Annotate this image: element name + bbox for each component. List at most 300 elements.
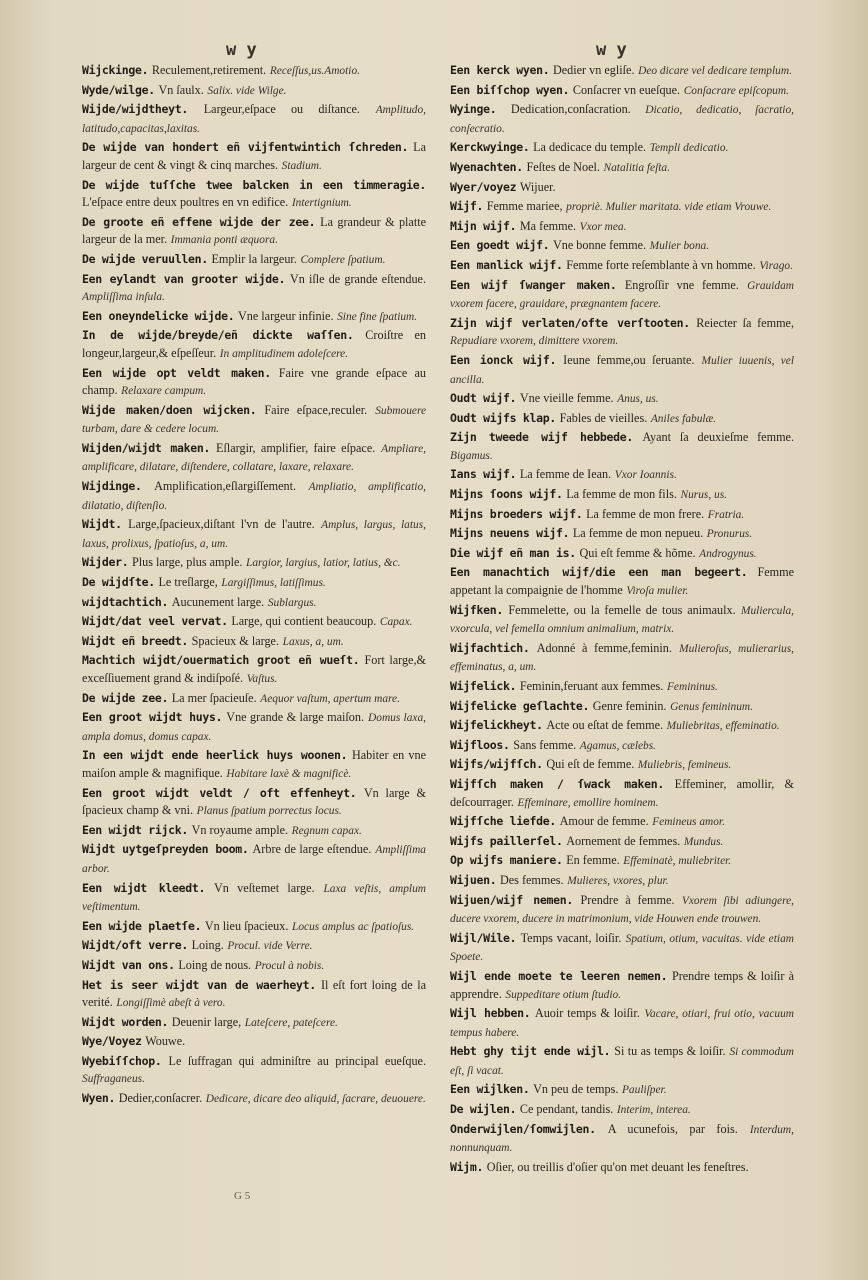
entry-latin: Conſacrare epiſcopum.: [683, 84, 789, 97]
dictionary-entry: [82, 251, 426, 270]
dictionary-entry: [450, 62, 794, 81]
entry-french: Prendre à femme.: [580, 892, 675, 907]
entry-french: Large, qui contient beaucoup.: [231, 614, 377, 629]
dictionary-entry: [450, 1101, 794, 1120]
entry-french: Arbre de large eſtendue.: [252, 842, 372, 857]
entry-latin: Sine fine ſpatium.: [337, 310, 418, 323]
entry-french: Loing.: [191, 938, 224, 953]
entry-headword: Wijdt uytgeſpreyden boom.: [82, 842, 249, 857]
entry-latin: Fratria.: [707, 508, 745, 521]
dictionary-entry: [82, 271, 426, 307]
entry-latin: Mulieres, vxores, plur.: [567, 874, 669, 887]
entry-headword: Machtich wijdt/ouermatich groot eñ wueſt.: [82, 653, 360, 668]
entry-headword: Wijfloos.: [450, 737, 510, 752]
dictionary-entry: [82, 1014, 426, 1033]
dictionary-entry: [82, 613, 426, 632]
entry-headword: Wyde/wilge.: [82, 82, 155, 97]
entry-headword: Onderwijlen/ſomwijlen.: [450, 1121, 596, 1136]
dictionary-entry: [82, 1053, 426, 1089]
entry-headword: Wijfelicke geſlachte.: [450, 698, 590, 713]
entry-headword: Wijdt eñ breedt.: [82, 633, 188, 648]
dictionary-entry: [450, 159, 794, 178]
entry-french: Plus large, plus ample.: [131, 555, 243, 570]
entry-latin: Templi dedicatio.: [649, 142, 729, 155]
dictionary-entry: [450, 525, 794, 544]
entry-headword: Kerckwyinge.: [450, 140, 530, 155]
dictionary-entry: [450, 678, 794, 697]
entry-french: Femme forte reſemblante à vn homme.: [566, 257, 756, 272]
entry-headword: Wijfſch maken / ſwack maken.: [450, 776, 664, 791]
entry-french: Dedier vn egliſe.: [552, 63, 635, 77]
entry-headword: Wijl hebben.: [450, 1006, 531, 1021]
entry-latin: Mulier iuuenis, vel ancilla.: [450, 354, 794, 386]
dictionary-entry: [450, 237, 794, 256]
entry-headword: Een groot wijdt huys.: [82, 710, 223, 725]
dictionary-entry: [82, 139, 426, 175]
entry-french: Vn iſle de grande eſtendue.: [289, 271, 426, 286]
entry-latin: Amplitudo, latitudo,capacitas,laxitas.: [82, 104, 426, 135]
entry-latin: Muliercula, vxorcula, vel femella omnium animalium, matrix.: [450, 604, 794, 636]
entry-headword: Oudt wijfs klap.: [450, 410, 556, 425]
entry-latin: Complere ſpatium.: [300, 253, 386, 266]
entry-french: Genre feminin.: [592, 698, 667, 713]
entry-latin: Vaſtus.: [246, 673, 278, 685]
dictionary-entry: [82, 633, 426, 652]
entry-headword: Zijn tweede wijf hebbede.: [450, 430, 633, 445]
entry-french: La dedicace du temple.: [533, 140, 647, 155]
dictionary-entry: [450, 198, 794, 217]
dictionary-entry: [450, 892, 794, 929]
entry-french: Temps vacant, loiſir.: [520, 930, 622, 945]
entry-french: Auoir temps & loiſir.: [534, 1006, 640, 1021]
dictionary-entry: [450, 506, 794, 525]
entry-latin: Vxor Ioannis.: [614, 469, 677, 482]
left-column: [82, 62, 426, 1202]
entry-french: Femme appetant la compaignie de l'homme: [450, 565, 794, 598]
entry-french: La largeur de cent & vingt & cinq marches.: [82, 140, 426, 172]
dictionary-entry: [82, 327, 426, 363]
dictionary-entry: [450, 257, 794, 276]
entry-latin: Regnum capax.: [291, 824, 362, 837]
entry-headword: Wijdt van ons.: [82, 957, 175, 972]
entry-french: Largeur,eſpace ou diſtance.: [203, 102, 360, 117]
entry-french: Oſier, ou treillis d'oſier qu'on met deuant les feneſtres.: [486, 1159, 749, 1174]
entry-headword: Wijdt.: [82, 517, 122, 532]
dictionary-entry: [82, 402, 426, 439]
entry-headword: Wijm.: [450, 1159, 484, 1174]
entry-latin: Sublargus.: [267, 596, 317, 609]
entry-french: La grandeur & platte largeur de la mer.: [82, 214, 426, 247]
dictionary-entry: [82, 918, 426, 937]
entry-headword: Wyenachten.: [450, 159, 523, 174]
entry-french: La femme de Iean.: [519, 467, 612, 482]
entry-french: Vne vieille femme.: [519, 391, 614, 406]
entry-french: Vn ſaulx.: [158, 82, 204, 97]
dictionary-entry: [82, 1033, 426, 1052]
entry-headword: Wijfs paillerſel.: [450, 833, 563, 848]
dictionary-entry: [450, 852, 794, 871]
entry-headword: Wijfſche liefde.: [450, 814, 556, 829]
entry-headword: Een wijde opt veldt maken.: [82, 365, 271, 380]
entry-latin: Procul. vide Verre.: [227, 940, 313, 953]
header-right: w y: [596, 40, 627, 60]
entry-french: Femme mariee,: [486, 199, 563, 214]
entry-headword: Hebt ghy tijt ende wijl.: [450, 1044, 611, 1059]
entry-headword: Een wijdt kleedt.: [82, 880, 206, 895]
dictionary-entry: [450, 82, 794, 101]
entry-latin: Amplus, largus, latus, laxus, prolixus, ſpatioſus, a, um.: [82, 519, 426, 550]
dictionary-entry: [450, 813, 794, 832]
entry-french: Deuenir large,: [171, 1014, 242, 1029]
entry-latin: Intertignium.: [291, 197, 352, 210]
entry-headword: De wijlen.: [450, 1102, 517, 1117]
entry-latin: Deo dicare vel dedicare templum.: [638, 65, 792, 77]
entry-latin: Agamus, cælebs.: [579, 739, 657, 752]
entry-headword: Een groot wijdt veldt / oft effenheyt.: [82, 785, 357, 800]
entry-french: Feminin,feruant aux femmes.: [519, 679, 664, 693]
entry-latin: Femineus amor.: [652, 816, 725, 829]
dictionary-entry: [450, 968, 794, 1004]
entry-french: Habiter en vne maiſon ample & magnifique.: [82, 748, 426, 780]
entry-headword: Wijuen.: [450, 872, 497, 887]
entry-french: Faire eſpace,reculer.: [264, 402, 368, 417]
entry-french: Vn large & ſpacieux champ & vni.: [82, 785, 426, 818]
entry-french: Des femmes.: [499, 872, 564, 887]
entry-latin: Femininus.: [666, 681, 718, 693]
entry-headword: Wyer/voyez: [450, 179, 517, 194]
dictionary-entry: [82, 214, 426, 250]
entry-latin: Pronurus.: [706, 528, 753, 541]
dictionary-entry: [82, 308, 426, 327]
entry-french: Sans femme.: [513, 737, 577, 752]
dictionary-entry: [450, 410, 794, 429]
dictionary-entry: [450, 390, 794, 409]
entry-headword: Het is seer wijdt van de waerheyt.: [82, 977, 316, 992]
entry-latin: propriè. Mulier maritata. vide etiam Vrouwe.: [566, 201, 772, 214]
entry-headword: Op wijfs maniere.: [450, 853, 563, 868]
entry-latin: Salix. vide Wilge.: [207, 84, 287, 97]
entry-headword: Mijn wijf.: [450, 218, 517, 233]
entry-french: Spacieux & large.: [191, 633, 280, 648]
dictionary-entry: [450, 717, 794, 736]
entry-headword: wijdtachtich.: [82, 594, 169, 609]
entry-french: Large,ſpacieux,diſtant l'vn de l'autre.: [128, 517, 315, 532]
entry-latin: Vxor mea.: [579, 220, 627, 233]
entry-french: Vn royaume ample.: [191, 822, 289, 837]
entry-french: La femme de mon frere.: [586, 506, 705, 521]
entry-headword: Een manachtich wijf/die een man begeert.: [450, 565, 748, 580]
entry-headword: Wyen.: [82, 1091, 116, 1106]
entry-french: Vne grande & large maiſon.: [226, 710, 365, 725]
dictionary-entry: [82, 478, 426, 515]
entry-french: Vn peu de temps.: [533, 1082, 619, 1097]
entry-headword: Wijden/wijdt maken.: [82, 440, 211, 455]
entry-french: Effeminer, amollir, & deſcourrager.: [450, 776, 794, 809]
dictionary-entry: [450, 1159, 794, 1178]
entry-french: Ma femme.: [519, 218, 577, 233]
entry-latin: Grauidam vxorem facere, grauidare, prægnantem facere.: [450, 279, 794, 311]
entry-latin: Largiſſimus, latiſſimus.: [221, 577, 326, 590]
entry-latin: Receſſus,us.Amotio.: [269, 65, 360, 77]
entry-headword: Zijn wijf verlaten/ofte verſtooten.: [450, 315, 690, 330]
dictionary-entry: [450, 564, 794, 600]
entry-headword: Een kerck wyen.: [450, 63, 550, 77]
entry-french: Conſacrer vn eueſque.: [572, 82, 681, 97]
dictionary-entry: [450, 737, 794, 756]
entry-latin: Stadium.: [281, 159, 322, 172]
entry-french: La mer ſpacieuſe.: [171, 690, 257, 705]
entry-french: Ieune femme,ou ſeruante.: [563, 352, 695, 367]
dictionary-entry: [450, 486, 794, 505]
dictionary-entry: [82, 594, 426, 613]
entry-latin: Laxa veſtis, amplum veſtimentum.: [82, 882, 426, 914]
entry-latin: Dedicare, dicare deo aliquid, ſacrare, deuouere.: [205, 1093, 426, 1106]
entry-french: Vn veſtemet large.: [213, 880, 315, 895]
dictionary-entry: [82, 690, 426, 709]
entry-headword: Ians wijf.: [450, 467, 517, 482]
entry-latin: Suffraganeus.: [82, 1073, 145, 1086]
entry-latin: Habitare laxè & magnificè.: [226, 767, 352, 780]
entry-latin: Aequor vaſtum, apertum mare.: [260, 692, 400, 705]
dictionary-entry: [450, 352, 794, 389]
entry-french: Reiecter ſa femme,: [696, 315, 794, 330]
entry-french: Prendre temps & loiſir à apprendre.: [450, 968, 794, 1001]
entry-french: Fort large,& exceſſiuement grand & indiſpoſé.: [82, 653, 426, 685]
entry-latin: Interdum, nonnunquam.: [450, 1123, 794, 1155]
entry-french: En femme.: [566, 853, 620, 868]
entry-headword: Wyebiſſchop.: [82, 1053, 162, 1068]
entry-latin: Longiſſimè abeſt à vero.: [116, 997, 226, 1010]
entry-headword: Wijde maken/doen wijcken.: [82, 402, 257, 417]
right-column: [450, 62, 794, 1202]
dictionary-entry: [82, 822, 426, 841]
dictionary-entry: [82, 747, 426, 783]
entry-headword: Een oneyndelicke wijde.: [82, 308, 235, 323]
dictionary-entry: [82, 880, 426, 917]
dictionary-entry: [450, 466, 794, 485]
entry-latin: Vxorem ſibi adiungere, ducere vxorem, ducere in matrimonium, vide Houwen ende trouwen.: [450, 894, 794, 926]
dictionary-entry: [82, 841, 426, 878]
entry-headword: Wijfachtich.: [450, 640, 530, 655]
dictionary-entry: [450, 315, 794, 351]
entry-headword: De wijdſte.: [82, 575, 155, 590]
entry-latin: Submouere turbam, dare & cedere locum.: [82, 404, 426, 436]
entry-headword: De groote eñ effene wijde der zee.: [82, 214, 316, 229]
entry-latin: Spatium, otium, vacuitas. vide etiam Spoete.: [450, 932, 794, 964]
entry-latin: In amplitudinem adoleſcere.: [219, 347, 349, 360]
entry-latin: Genus femininum.: [670, 700, 753, 713]
dictionary-entry: [450, 179, 794, 198]
dictionary-entry: [82, 785, 426, 821]
entry-french: Aornement de femmes.: [566, 833, 681, 848]
entry-french: Il eſt fort loing de la verité.: [82, 977, 426, 1010]
dictionary-entry: [450, 277, 794, 314]
entry-french: Le ſuffragan qui adminiſtre au principal eueſque.: [168, 1053, 426, 1068]
entry-headword: In een wijdt ende heerlick huys woonen.: [82, 748, 348, 763]
entry-french: Dedier,conſacrer.: [118, 1091, 203, 1106]
entry-headword: Wijfken.: [450, 602, 503, 617]
entry-headword: Wijf.: [450, 199, 484, 214]
dictionary-entry: [82, 574, 426, 593]
entry-headword: Een wijdt rijck.: [82, 822, 188, 837]
entry-latin: Viroſa mulier.: [626, 585, 689, 598]
entry-latin: Pauliſper.: [621, 1084, 667, 1097]
dictionary-entry: [82, 957, 426, 976]
entry-latin: Vacare, otiari, frui otio, vacuum tempus habere.: [450, 1008, 794, 1039]
entry-latin: Lateſcere, pateſcere.: [244, 1016, 338, 1029]
entry-french: Adonné à femme,feminin.: [536, 640, 672, 655]
entry-headword: Wye/Voyez: [82, 1034, 142, 1049]
entry-latin: Virago.: [759, 259, 793, 272]
entry-headword: Wijdt/dat veel vervat.: [82, 614, 228, 629]
entry-headword: Wijdinge.: [82, 479, 142, 494]
entry-headword: Een biſſchop wyen.: [450, 82, 570, 97]
entry-latin: Muliebris, femineus.: [637, 759, 732, 772]
dictionary-entry: [450, 218, 794, 237]
dictionary-entry: [450, 545, 794, 564]
entry-headword: Een wijf ſwanger maken.: [450, 277, 617, 292]
dictionary-entry: [450, 1081, 794, 1100]
entry-french: Qui eſt femme & hõme.: [579, 545, 696, 560]
entry-headword: Wijfelickheyt.: [450, 718, 543, 733]
entry-latin: Effeminare, emollire hominem.: [517, 796, 659, 809]
entry-latin: Dicatio, dedicatio, ſacratio, conſecratio.: [450, 104, 794, 135]
entry-headword: Mijns ſoons wijf.: [450, 487, 563, 502]
entry-headword: Mijns broeders wijf.: [450, 506, 583, 521]
entry-latin: Suppeditare otium ſtudio.: [505, 988, 622, 1001]
dictionary-entry: [450, 429, 794, 465]
signature-mark: G 5: [234, 1190, 251, 1202]
entry-latin: Relaxare campum.: [121, 385, 207, 398]
entry-latin: Largior, largius, latior, latius, &c.: [246, 557, 401, 570]
dictionary-entry: [82, 62, 426, 81]
entry-french: A ucunefois, par fois.: [607, 1121, 738, 1136]
entry-french: Dedication,conſacration.: [510, 102, 631, 117]
entry-latin: Immania ponti æquora.: [170, 234, 278, 247]
dictionary-entry: [450, 776, 794, 812]
dictionary-entry: [82, 709, 426, 746]
entry-french: Wouwe.: [145, 1034, 186, 1049]
entry-headword: Wijder.: [82, 555, 129, 570]
dictionary-entry: [450, 139, 794, 158]
dictionary-entry: [82, 977, 426, 1013]
entry-headword: Wijdt worden.: [82, 1014, 169, 1029]
entry-french: Vne bonne femme.: [552, 238, 647, 253]
entry-headword: De wijde van hondert eñ vijfentwintich ſchreden.: [82, 140, 409, 155]
entry-latin: Androgynus.: [699, 547, 757, 560]
entry-french: L'eſpace entre deux poultres en vn edifice.: [82, 195, 289, 210]
entry-french: Ayant ſa deuxieſme femme.: [642, 430, 794, 445]
entry-latin: Anus, us.: [617, 393, 659, 406]
entry-french: Vne largeur infinie.: [237, 308, 334, 323]
entry-headword: De wijde veruullen.: [82, 251, 208, 266]
entry-french: Acte ou eſtat de femme.: [546, 718, 664, 733]
entry-latin: Repudiare vxorem, dimittere vxorem.: [450, 335, 619, 348]
entry-headword: Wijfelick.: [450, 679, 517, 693]
entry-french: Feſtes de Noel.: [526, 159, 600, 174]
entry-latin: Effeminatè, muliebriter.: [623, 855, 732, 868]
dictionary-entry: [450, 872, 794, 891]
entry-headword: Wijfs/wijfſch.: [450, 757, 543, 772]
entry-headword: Een goedt wijf.: [450, 238, 550, 253]
entry-headword: Wijdt/oft verre.: [82, 938, 188, 953]
dictionary-entry: [82, 937, 426, 956]
entry-headword: Die wijf eñ man is.: [450, 545, 576, 560]
entry-french: Aucunement large.: [171, 594, 265, 609]
entry-french: Si tu as temps & loiſir.: [614, 1044, 726, 1059]
entry-latin: Planus ſpatium porrectus locus.: [196, 805, 342, 818]
entry-latin: Ampliare, amplificare, dilatare, diſtendere, collatare, laxare, relaxare.: [82, 442, 426, 474]
running-header: [0, 40, 868, 62]
entry-latin: Procul à nobis.: [254, 959, 325, 972]
entry-french: Reculement,retirement.: [151, 63, 267, 77]
entry-headword: Een wijlken.: [450, 1082, 530, 1097]
entry-latin: Mundus.: [683, 835, 724, 848]
entry-french: Vn lieu ſpacieux.: [204, 918, 289, 933]
entry-latin: Bigamus.: [450, 449, 493, 462]
entry-french: Fables de vieilles.: [559, 410, 648, 425]
entry-headword: Oudt wijf.: [450, 391, 517, 406]
entry-headword: Een manlick wijf.: [450, 257, 563, 272]
entry-french: Croiſtre en longeur,largeur,& eſpeſſeur.: [82, 328, 426, 360]
dictionary-entry: [450, 833, 794, 852]
entry-headword: Een wijde plaetſe.: [82, 918, 202, 933]
dictionary-entry: [82, 177, 426, 213]
entry-french: Wijuer.: [519, 179, 556, 194]
entry-latin: Ampliſſima arbor.: [82, 844, 426, 875]
dictionary-entry: [450, 640, 794, 677]
dictionary-entry: [450, 698, 794, 717]
dictionary-entry: [82, 365, 426, 401]
entry-french: Amplification,eſlargiſſement.: [154, 479, 297, 494]
dictionary-entry: [450, 1005, 794, 1042]
dictionary-entry: [450, 101, 794, 138]
entry-french: Qui eſt de femme.: [546, 757, 635, 772]
entry-french: Eſlargir, amplifier, faire eſpace.: [216, 440, 376, 455]
entry-latin: Domus laxa, ampla domus, domus capax.: [82, 712, 426, 743]
dictionary-entry: [82, 82, 426, 101]
entry-headword: Een eylandt van grooter wijde.: [82, 271, 286, 286]
entry-headword: Wijl/Wile.: [450, 930, 517, 945]
entry-headword: In de wijde/breyde/eñ dickte waſſen.: [82, 328, 354, 343]
entry-latin: Laxus, a, um.: [282, 635, 344, 648]
entry-headword: Mijns neuens wijf.: [450, 526, 570, 541]
text-columns: [82, 62, 794, 1202]
entry-french: Le treſlarge,: [158, 575, 218, 590]
entry-latin: Natalitia feſta.: [603, 161, 670, 174]
entry-latin: Muliebritas, effeminatio.: [666, 720, 780, 733]
entry-french: Emplir la largeur.: [211, 251, 297, 266]
dictionary-entry: [82, 1090, 426, 1109]
entry-headword: De wijde tuſſche twee balcken in een timmeragie.: [82, 177, 426, 192]
dictionary-entry: [450, 1121, 794, 1158]
entry-latin: Interim, interea.: [616, 1104, 691, 1117]
entry-french: Engroſſir vne femme.: [624, 277, 739, 292]
entry-headword: Wijckinge.: [82, 63, 149, 77]
entry-latin: Nurus, us.: [680, 489, 727, 502]
dictionary-entry: [82, 554, 426, 573]
dictionary-entry: [450, 930, 794, 967]
header-left: w y: [226, 40, 257, 60]
entry-french: Femmelette, ou la femelle de tous animaulx.: [508, 602, 736, 617]
entry-french: La femme de mon nepueu.: [572, 526, 704, 541]
entry-headword: Wyinge.: [450, 102, 497, 117]
entry-french: Amour de femme.: [559, 814, 649, 829]
entry-headword: De wijde zee.: [82, 690, 169, 705]
entry-french: Loing de nous.: [178, 957, 252, 972]
entry-latin: Mulier bona.: [649, 240, 710, 253]
dictionary-entry: [82, 440, 426, 477]
